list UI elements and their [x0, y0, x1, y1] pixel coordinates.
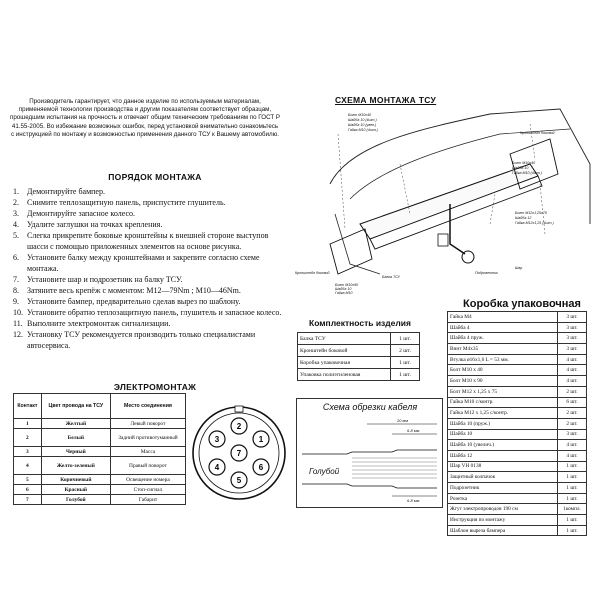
- table-row: [448, 493, 587, 504]
- item-name: Подрозетник: [448, 483, 558, 494]
- step-item: [13, 252, 285, 274]
- item-name: Защитный колпачок: [448, 472, 558, 483]
- wire-color-cell: Голубой: [41, 495, 110, 505]
- col-contact: Контакт: [14, 394, 42, 419]
- scheme-title: СХЕМА МОНТАЖА ТСУ: [335, 95, 437, 105]
- table-row: [448, 461, 587, 472]
- item-quantity: 2 шт.: [558, 386, 587, 397]
- step-text: Выполните электромонтаж сигнализации.: [27, 319, 171, 328]
- step-item: [13, 208, 285, 219]
- item-name: Болт М12 х 1,25 х 75: [448, 386, 558, 397]
- item-name: Шайба 10 (пруж.): [448, 418, 558, 429]
- box-title: Коробка упаковочная: [463, 298, 581, 310]
- contact-cell: 4: [14, 457, 42, 475]
- item-name: Розетка: [448, 493, 558, 504]
- contact-cell: 7: [14, 495, 42, 505]
- step-item: [13, 307, 285, 318]
- item-name: Гайка М4: [448, 312, 558, 323]
- socket-pin-number: 6: [258, 463, 264, 472]
- step-number: 2.: [13, 198, 19, 207]
- item-name: Упаковка полиэтиленовая: [298, 369, 391, 381]
- table-row: [14, 485, 186, 495]
- table-row: [448, 418, 587, 429]
- item-quantity: 1 шт.: [558, 493, 587, 504]
- item-name: Шайба 10: [448, 429, 558, 440]
- step-item: [13, 186, 285, 197]
- item-name: Шаблон выреза бампера: [448, 525, 558, 536]
- step-text: Слегка прикрепите боковые кронштейны к внешней стороне выступов шасси с помощью приложенных элементов на основе рисунка.: [27, 231, 269, 251]
- item-name: Болт М10 х 90: [448, 376, 558, 387]
- step-number: 9.: [13, 297, 19, 306]
- socket-diagram: [190, 404, 288, 502]
- item-quantity: 2 шт.: [558, 408, 587, 419]
- step-text: Демонтируйте бампер.: [27, 187, 105, 196]
- label-bolt-1: Болт М10х40: [348, 113, 372, 117]
- item-quantity: 6 шт.: [558, 397, 587, 408]
- label-beam: Балка ТСУ: [382, 275, 400, 279]
- table-row: [448, 333, 587, 344]
- step-text: Снимите теплозащитную панель, приспустите глушитель.: [27, 198, 226, 207]
- step-text: Установите шар и подрозетник на балку ТСУ.: [27, 275, 183, 284]
- item-quantity: 3 шт.: [558, 312, 587, 323]
- kit-title: Комплектность изделия: [309, 318, 411, 328]
- label-bolt-2: Болт М10х40: [512, 161, 536, 165]
- contact-cell: 5: [14, 475, 42, 485]
- step-number: 10.: [13, 308, 23, 317]
- item-quantity: 1 шт.: [558, 525, 587, 536]
- label-nut-4: Гайка М10: [335, 291, 353, 294]
- table-row: [448, 429, 587, 440]
- socket-pin-number: 4: [214, 463, 220, 472]
- item-quantity: 1компл.: [558, 504, 587, 515]
- step-item: [13, 296, 285, 307]
- step-number: 6.: [13, 253, 19, 262]
- item-name: Шайба 4: [448, 322, 558, 333]
- step-number: 5.: [13, 231, 19, 240]
- item-name: Коробка упаковочная: [298, 357, 391, 369]
- item-quantity: 1 шт.: [558, 461, 587, 472]
- table-row: [448, 344, 587, 355]
- table-row: [14, 457, 186, 475]
- item-quantity: 4 шт.: [558, 376, 587, 387]
- step-item: [13, 197, 285, 208]
- cable-cut-title: Схема обрезки кабеля: [322, 402, 418, 412]
- item-name: Кронштейн боковой: [298, 345, 391, 357]
- table-row: [298, 333, 420, 345]
- item-name: Болт М10 х 40: [448, 365, 558, 376]
- step-text: Установку ТСУ рекомендуется производить только специалистами автосервиса.: [27, 330, 256, 350]
- item-quantity: 4 шт.: [558, 440, 587, 451]
- label-bracket-1: Кронштейн боковой: [520, 131, 555, 135]
- label-nut-2: Гайка М10 (4шт.): [512, 171, 542, 175]
- elec-title: ЭЛЕКТРОМОНТАЖ: [113, 382, 197, 392]
- item-quantity: 3 шт.: [558, 333, 587, 344]
- step-text: Установите балку между кронштейнами и закрепите согласно схеме монтажа.: [27, 253, 260, 273]
- item-quantity: 1 шт.: [558, 483, 587, 494]
- table-row: [298, 369, 420, 381]
- connection-cell: Габарит: [110, 495, 185, 505]
- item-name: Винт М4х35: [448, 344, 558, 355]
- col-connection: Место соединения: [110, 394, 185, 419]
- table-row: [448, 472, 587, 483]
- item-quantity: 1 шт.: [558, 472, 587, 483]
- socket-pin-number: 2: [236, 422, 242, 431]
- contact-cell: 3: [14, 447, 42, 457]
- box-table: [447, 311, 587, 536]
- connection-cell: Левый поворот: [110, 419, 185, 429]
- label-washer-2: Шайба 10: [512, 166, 529, 170]
- step-text: Затяните весь крепёж с моментом: М12—79Nm ; М10—46Nm.: [27, 286, 241, 295]
- dim-bot: 6-8 мм: [407, 498, 420, 503]
- step-number: 4.: [13, 220, 19, 229]
- socket-pin-number: 1: [258, 435, 264, 444]
- label-nut-3: Гайка М12х1,25 (4шт.): [515, 221, 554, 225]
- kit-table: [297, 332, 420, 381]
- socket-pin-number: 5: [236, 476, 242, 485]
- wire-color-cell: Желто-зеленый: [41, 457, 110, 475]
- item-name: Втулка ø16х1,6 L = 53 мм.: [448, 354, 558, 365]
- item-name: Шайба 10 (увелич.): [448, 440, 558, 451]
- table-row: [448, 354, 587, 365]
- label-washer-big-1: Шайба 10 (увел.): [348, 123, 377, 127]
- table-row: [448, 450, 587, 461]
- col-wire-color: Цвет провода на ТСУ: [41, 394, 110, 419]
- socket-pin-number: 7: [236, 449, 242, 458]
- table-row: [448, 440, 587, 451]
- item-quantity: 4 шт.: [558, 450, 587, 461]
- cable-cut-diagram: [297, 414, 440, 504]
- item-name: Балка ТСУ: [298, 333, 391, 345]
- item-quantity: 3 шт.: [558, 429, 587, 440]
- step-text: Демонтируйте запасное колесо.: [27, 209, 136, 218]
- connection-cell: Освещение номера: [110, 475, 185, 485]
- step-number: 7.: [13, 275, 19, 284]
- item-quantity: 1 шт.: [391, 357, 420, 369]
- table-row: [448, 386, 587, 397]
- item-name: Инструкция по монтажу: [448, 515, 558, 526]
- step-item: [13, 274, 285, 285]
- mounting-diagram: [290, 104, 600, 294]
- label-washer-1: Шайба 10 (4шт.): [348, 118, 377, 122]
- label-ball: Шар: [515, 266, 523, 270]
- item-quantity: 4 шт.: [558, 354, 587, 365]
- step-number: 8.: [13, 286, 19, 295]
- item-quantity: 3 шт.: [558, 322, 587, 333]
- step-text: Установите обратно теплозащитную панель, глушитель и запасное колесо.: [27, 308, 282, 317]
- item-quantity: 2 шт.: [391, 345, 420, 357]
- step-number: 12.: [13, 330, 23, 339]
- item-quantity: 1 шт.: [391, 333, 420, 345]
- table-row: [448, 504, 587, 515]
- step-item: [13, 318, 285, 329]
- item-name: Гайка М10 с/контр.: [448, 397, 558, 408]
- contact-cell: 2: [14, 429, 42, 447]
- step-item: [13, 329, 285, 351]
- item-quantity: 3 шт.: [558, 344, 587, 355]
- table-row: [448, 365, 587, 376]
- wire-color-cell: Белый: [41, 429, 110, 447]
- dim-top: 20 мм: [397, 418, 409, 423]
- connection-cell: Масса: [110, 447, 185, 457]
- table-row: [14, 429, 186, 447]
- table-row: [448, 376, 587, 387]
- guarantee-text: Производитель гарантирует, что данное изделие по используемым материалам, применяемой технологии производства и другим показателям соответствует образцам, прошедшим испытания на прочность и отвечает общим техническим требованиям по ГОСТ Р 41.55-2005. Во избежание возможных ошибок, перед установкой внимательно ознакомьтесь с инструкцией по монтажу и возможностью применения данного ТСУ к Вашему автомобилю.: [10, 98, 280, 138]
- table-row: [14, 419, 186, 429]
- table-row: [448, 397, 587, 408]
- step-number: 3.: [13, 209, 19, 218]
- step-item: [13, 285, 285, 296]
- steps-list: [13, 186, 285, 351]
- item-name: Шар VH 0138: [448, 461, 558, 472]
- table-row: [448, 312, 587, 323]
- label-washer-4: Шайба 10: [335, 287, 352, 291]
- item-quantity: 1 шт.: [391, 369, 420, 381]
- item-name: Гайка М12 х 1,25 с/контр.: [448, 408, 558, 419]
- table-row: [448, 483, 587, 494]
- contact-cell: 6: [14, 485, 42, 495]
- contact-cell: 1: [14, 419, 42, 429]
- wire-color-label: Голубой: [309, 467, 340, 476]
- table-row: [14, 475, 186, 485]
- label-bolt-3: Болт М12х1,25х75: [515, 211, 547, 215]
- table-row: [448, 408, 587, 419]
- dim-mid: 6-8 мм: [407, 428, 420, 433]
- step-number: 1.: [13, 187, 19, 196]
- table-row: [14, 495, 186, 505]
- table-row: [448, 525, 587, 536]
- step-number: 11.: [13, 319, 23, 328]
- label-bracket-2: Кронштейн боковой: [295, 271, 330, 275]
- order-title: ПОРЯДОК МОНТАЖА: [108, 172, 202, 182]
- label-socket-mount: Подрозетник: [475, 271, 498, 275]
- step-item: [13, 230, 285, 252]
- table-row: [448, 515, 587, 526]
- wire-color-cell: Красный: [41, 485, 110, 495]
- table-row: [298, 357, 420, 369]
- label-washer-3: Шайба 12: [515, 216, 532, 220]
- connection-cell: Задний противотуманный: [110, 429, 185, 447]
- step-text: Удалите заглушки на точках крепления.: [27, 220, 163, 229]
- wire-color-cell: Желтый: [41, 419, 110, 429]
- socket-pin-number: 3: [214, 435, 220, 444]
- item-quantity: 1 шт.: [558, 515, 587, 526]
- table-row: [14, 447, 186, 457]
- table-row: [298, 345, 420, 357]
- item-quantity: 2 шт.: [558, 418, 587, 429]
- step-item: [13, 219, 285, 230]
- item-name: Жгут электропроводов 190 см: [448, 504, 558, 515]
- step-text: Установите бампер, предварительно сделав вырез по шаблону.: [27, 297, 241, 306]
- item-name: Шайба 4 пруж.: [448, 333, 558, 344]
- item-quantity: 4 шт.: [558, 365, 587, 376]
- wiring-table: [13, 393, 186, 505]
- label-nut-1: Гайка М10 (4шт.): [348, 128, 378, 132]
- wire-color-cell: Коричневый: [41, 475, 110, 485]
- label-bolt-4: Болт М10х90: [335, 283, 359, 287]
- table-row: [448, 322, 587, 333]
- connection-cell: Правый поворот: [110, 457, 185, 475]
- wire-color-cell: Черный: [41, 447, 110, 457]
- item-name: Шайба 12: [448, 450, 558, 461]
- connection-cell: Стоп-сигнал: [110, 485, 185, 495]
